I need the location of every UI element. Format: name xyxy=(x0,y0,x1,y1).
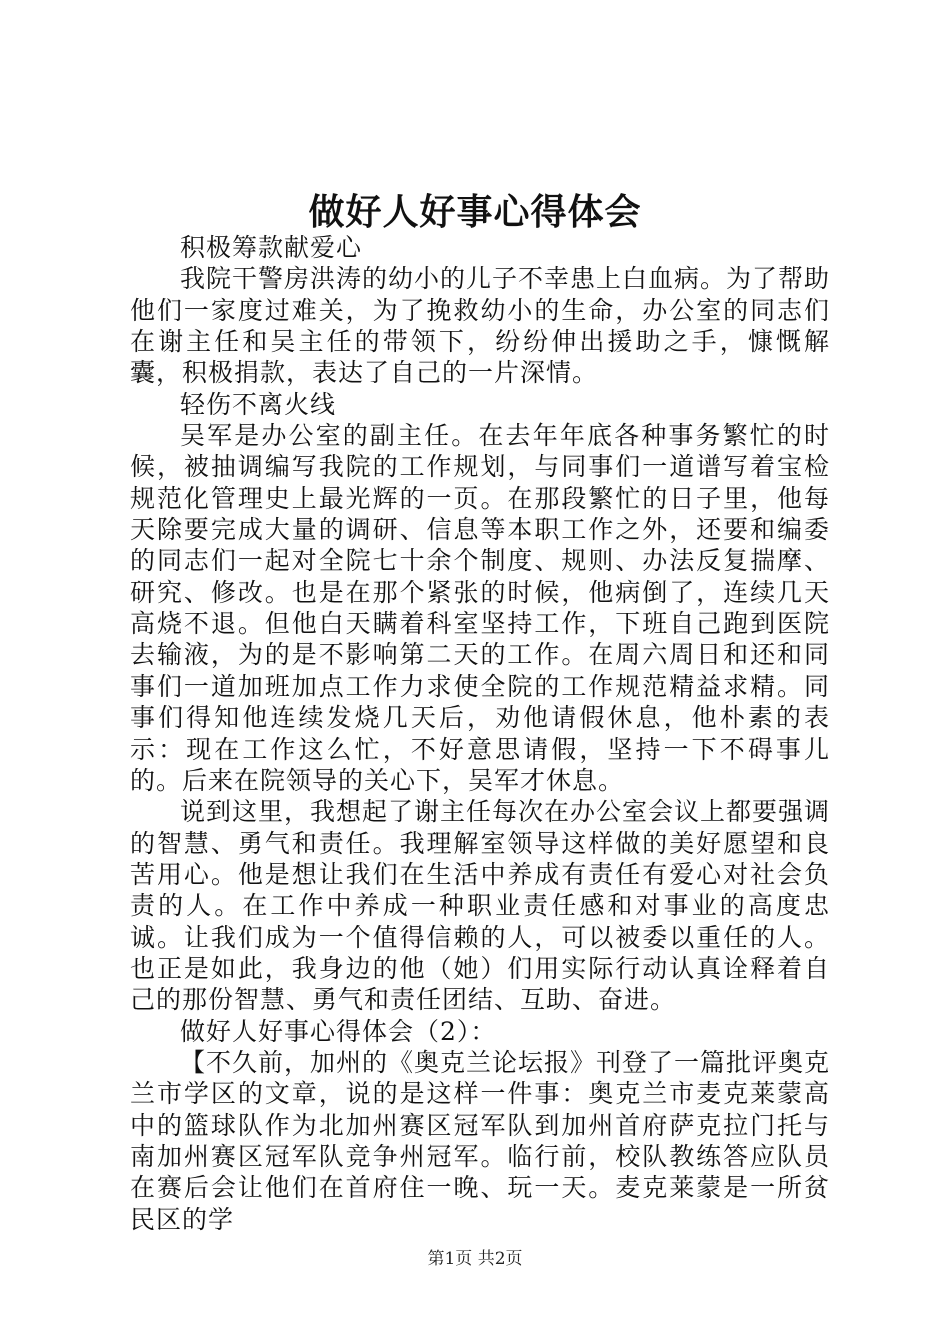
page-footer: 第1页 共2页 xyxy=(427,1249,523,1269)
section-heading: 积极筹款献爱心 xyxy=(180,233,363,262)
paragraph: 吴军是办公室的副主任。在去年年底各种事务繁忙的时候，被抽调编写我院的工作规划，与同事们一道谱写着宝检规范化管理史上最光辉的一页。在那段繁忙的日子里，他每天除要完成大量的调研、信息等本职工作之外，还要和编委的同志们一起对全院七十余个制度、规则、办法反复揣摩、研究、修改。也是在那个紧张的时候，他病倒了，连续几天高烧不退。但他白天瞒着科室坚持工作，下班自己跑到医院去输液，为的是不影响第二天的工作。在周六周日和还和同事们一道加班加点工作力求使全院的工作规范精益求精。同事们得知他连续发烧几天后，劝他请假休息，他朴素的表示：现在工作这么忙，不好意思请假，坚持一下不碍事儿的。后来在院领导的关心下，吴军才休息。 xyxy=(130,421,830,795)
section-heading: 做好人好事心得体会（2）： xyxy=(180,1016,497,1046)
paragraph: 【不久前，加州的《奥克兰论坛报》刊登了一篇批评奥克兰市学区的文章，说的是这样一件事：奥克兰市麦克莱蒙高中的篮球队作为北加州赛区冠军队到加州首府萨克拉门托与南加州赛区冠军队竞争州冠军。临行前，校队教练答应队员在赛后会让他们在首府住一晚、玩一天。麦克莱蒙是一所贫民区的学 xyxy=(130,1047,831,1234)
paragraph: 我院干警房洪涛的幼小的儿子不幸患上白血病。为了帮助他们一家度过难关，为了挽救幼小的生命，办公室的同志们在谢主任和吴主任的带领下，纷纷伸出援助之手，慷慨解囊，积极捐款，表达了自己的一片深情。 xyxy=(130,264,831,388)
section-heading: 轻伤不离火线 xyxy=(180,389,337,419)
document-title: 做好人好事心得体会 xyxy=(308,191,642,233)
document-body xyxy=(130,232,830,1235)
paragraph: 说到这里，我想起了谢主任每次在办公室会议上都要强调的智慧、勇气和责任。我理解室领导这样做的美好愿望和良苦用心。他是想让我们在生活中养成有责任有爱心对社会负责的人。在工作中养成一种职业责任感和对事业的高度忠诚。让我们成为一个值得信赖的人，可以被委以重任的人。也正是如此，我身边的他（她）们用实际行动认真诠释着自己的那份智慧、勇气和责任团结、互助、奋进。 xyxy=(130,797,831,1015)
